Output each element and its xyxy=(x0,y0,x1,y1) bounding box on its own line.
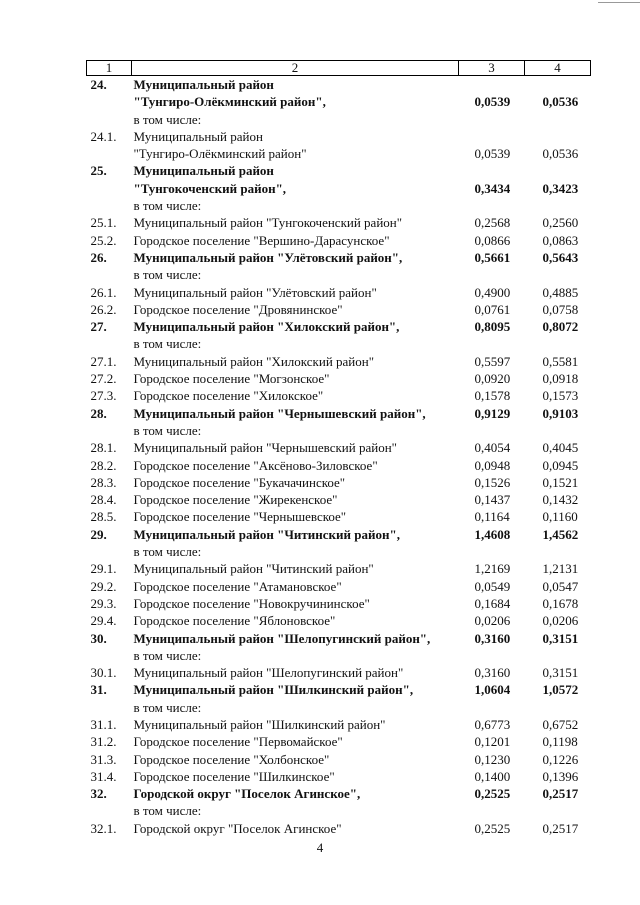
table-row xyxy=(87,301,591,318)
row-value-col4 xyxy=(525,802,591,819)
row-value-col4: 0,5581 xyxy=(542,353,579,369)
row-value-col3: 0,5661 xyxy=(474,249,511,265)
row-name: Городское поселение "Яблоновское" xyxy=(133,613,336,629)
table-row xyxy=(87,457,591,474)
row-name: Муниципальный район "Шелопугинский район" xyxy=(133,665,404,681)
row-value-col4: 0,1198 xyxy=(542,734,578,750)
row-value-col4: 0,4885 xyxy=(542,284,579,300)
row-value-col3: 0,2525 xyxy=(474,786,511,802)
table-row xyxy=(87,802,591,819)
table-row xyxy=(87,733,591,750)
row-value-col3 xyxy=(459,76,525,94)
row-number: 31.4. xyxy=(90,768,117,784)
row-value-col4: 0,0536 xyxy=(542,146,579,162)
row-number: 26.1. xyxy=(90,284,117,300)
table-row xyxy=(87,387,591,404)
row-value-col3: 0,1684 xyxy=(474,595,511,611)
row-name: Муниципальный район "Улётовский район" xyxy=(133,284,377,300)
row-value-col4: 0,0945 xyxy=(542,457,579,473)
row-value-col3: 0,4900 xyxy=(474,284,511,300)
row-value-col4: 0,2517 xyxy=(542,820,579,836)
row-number xyxy=(87,699,132,716)
row-number: 31.1. xyxy=(90,716,117,732)
row-name: Городское поселение "Вершино-Дарасунское" xyxy=(133,232,390,248)
table-header xyxy=(87,61,591,76)
row-value-col3: 0,8095 xyxy=(474,319,511,335)
row-value-col3: 0,2525 xyxy=(474,820,511,836)
row-value-col4: 1,0572 xyxy=(542,682,579,698)
row-value-col3: 0,1437 xyxy=(474,492,511,508)
row-name: "Тунгиро-Олёкминский район", xyxy=(133,94,326,110)
row-number: 30.1. xyxy=(90,665,117,681)
row-value-col3 xyxy=(459,162,525,179)
table-row xyxy=(87,751,591,768)
row-name: Городской округ "Поселок Агинское" xyxy=(133,820,342,836)
table-row xyxy=(87,318,591,335)
row-name: Муниципальный район "Шелопугинский район", xyxy=(133,630,431,646)
table-row xyxy=(87,162,591,179)
row-value-col3 xyxy=(459,543,525,560)
row-number xyxy=(87,180,132,197)
row-number: 30. xyxy=(90,630,107,646)
row-value-col4: 0,3151 xyxy=(542,665,579,681)
row-number: 32.1. xyxy=(90,820,117,836)
row-value-col4 xyxy=(525,76,591,94)
row-value-col4 xyxy=(525,699,591,716)
row-number: 29.1. xyxy=(90,561,117,577)
row-name: Муниципальный район xyxy=(133,163,274,179)
row-value-col3: 0,0920 xyxy=(474,371,511,387)
table-row xyxy=(87,630,591,647)
row-name: Муниципальный район xyxy=(133,128,263,144)
row-name: в том числе: xyxy=(133,803,202,819)
row-value-col3: 0,5597 xyxy=(474,353,511,369)
row-number: 27.1. xyxy=(90,353,117,369)
row-value-col3 xyxy=(459,128,525,145)
table-row xyxy=(87,716,591,733)
table-row xyxy=(87,647,591,664)
row-number: 28.2. xyxy=(90,457,117,473)
row-number: 28.1. xyxy=(90,440,117,456)
row-value-col3: 0,3160 xyxy=(474,665,511,681)
row-number: 26. xyxy=(90,249,107,265)
row-value-col3 xyxy=(459,647,525,664)
table-row xyxy=(87,785,591,802)
row-name: Муниципальный район "Читинский район", xyxy=(133,526,400,542)
row-name: Городское поселение "Атамановское" xyxy=(133,578,342,594)
row-value-col3: 1,4608 xyxy=(474,526,511,542)
row-name: Городское поселение "Хилокское" xyxy=(133,388,324,404)
row-number xyxy=(87,335,132,352)
row-number xyxy=(87,145,132,162)
row-name: Муниципальный район "Улётовский район", xyxy=(133,249,403,265)
table-row xyxy=(87,439,591,456)
row-value-col4 xyxy=(525,197,591,214)
row-number: 29.2. xyxy=(90,578,117,594)
row-value-col4: 0,1432 xyxy=(542,492,579,508)
row-number: 28.4. xyxy=(90,492,117,508)
table-row xyxy=(87,214,591,231)
header-col-4: 4 xyxy=(525,61,591,76)
table-row xyxy=(87,93,591,110)
row-number xyxy=(87,802,132,819)
row-name: Городское поселение "Чернышевское" xyxy=(133,509,347,525)
table-row xyxy=(87,145,591,162)
row-value-col3 xyxy=(459,699,525,716)
corner-rule xyxy=(598,2,640,3)
row-name: Муниципальный район "Читинский район" xyxy=(133,561,374,577)
row-value-col4 xyxy=(525,647,591,664)
row-name: в том числе: xyxy=(133,647,202,663)
row-value-col4 xyxy=(525,543,591,560)
row-name: в том числе: xyxy=(133,699,202,715)
row-number xyxy=(87,647,132,664)
table-row xyxy=(87,422,591,439)
row-number: 27.3. xyxy=(90,388,117,404)
row-name: в том числе: xyxy=(133,422,202,438)
row-number xyxy=(87,422,132,439)
row-value-col3: 0,3160 xyxy=(474,630,511,646)
row-number: 32. xyxy=(90,786,107,802)
row-value-col4 xyxy=(525,266,591,283)
table-row xyxy=(87,664,591,681)
row-number: 31.2. xyxy=(90,734,117,750)
table-row xyxy=(87,560,591,577)
allocation-table xyxy=(86,60,591,837)
row-name: Городское поселение "Новокручининское" xyxy=(133,595,370,611)
row-value-col4 xyxy=(525,128,591,145)
header-col-1: 1 xyxy=(87,61,132,76)
table-row xyxy=(87,232,591,249)
row-name: "Тунгокоченский район", xyxy=(133,180,287,196)
row-number xyxy=(87,197,132,214)
row-name: Муниципальный район "Тунгокоченский район" xyxy=(133,215,403,231)
row-name: Муниципальный район "Шилкинский район" xyxy=(133,716,386,732)
table-row xyxy=(87,335,591,352)
row-value-col3: 0,0866 xyxy=(474,232,511,248)
row-value-col3: 1,2169 xyxy=(474,561,511,577)
row-value-col3: 0,1400 xyxy=(474,768,511,784)
table-row xyxy=(87,370,591,387)
row-name: в том числе: xyxy=(133,198,202,214)
row-value-col4: 0,1396 xyxy=(542,768,579,784)
row-number xyxy=(87,266,132,283)
row-value-col4 xyxy=(525,422,591,439)
table-row xyxy=(87,543,591,560)
row-name: Муниципальный район "Чернышевский район", xyxy=(133,405,426,421)
row-number: 24. xyxy=(90,77,107,92)
row-name: Городское поселение "Букачачинское" xyxy=(133,474,346,490)
row-value-col4: 1,2131 xyxy=(542,561,579,577)
row-value-col3 xyxy=(459,111,525,128)
row-value-col3: 0,1526 xyxy=(474,474,511,490)
table-row xyxy=(87,353,591,370)
row-value-col4 xyxy=(525,162,591,179)
table-row xyxy=(87,76,591,94)
row-name: Городское поселение "Дровянинское" xyxy=(133,301,343,317)
row-value-col4: 0,6752 xyxy=(542,716,579,732)
row-number: 27. xyxy=(90,319,107,335)
row-name: Муниципальный район "Хилокский район", xyxy=(133,319,400,335)
row-value-col3: 1,0604 xyxy=(474,682,511,698)
row-number: 29. xyxy=(90,526,107,542)
table-row xyxy=(87,508,591,525)
row-value-col3: 0,9129 xyxy=(474,405,511,421)
row-value-col3 xyxy=(459,335,525,352)
row-value-col4: 0,0758 xyxy=(542,301,579,317)
table-row xyxy=(87,284,591,301)
row-number: 26.2. xyxy=(90,301,117,317)
row-value-col4: 1,4562 xyxy=(542,526,579,542)
row-value-col4: 0,5643 xyxy=(542,249,579,265)
row-value-col3: 0,1578 xyxy=(474,388,511,404)
row-number: 25.1. xyxy=(90,215,117,231)
table-body xyxy=(87,76,591,838)
row-value-col3 xyxy=(459,422,525,439)
row-value-col3: 0,6773 xyxy=(474,716,511,732)
row-number: 25.2. xyxy=(90,232,117,248)
row-name: в том числе: xyxy=(133,111,202,127)
row-number: 31. xyxy=(90,682,107,698)
row-value-col3: 0,2568 xyxy=(474,215,511,231)
row-value-col4: 0,0206 xyxy=(542,613,579,629)
page-number: 4 xyxy=(316,840,324,855)
row-name: Городское поселение "Первомайское" xyxy=(133,734,343,750)
table-row xyxy=(87,491,591,508)
table-row xyxy=(87,474,591,491)
table-row xyxy=(87,266,591,283)
row-number xyxy=(87,93,132,110)
row-value-col3 xyxy=(459,266,525,283)
row-value-col3: 0,0539 xyxy=(474,146,511,162)
row-value-col3: 0,0761 xyxy=(474,301,511,317)
table-row xyxy=(87,405,591,422)
table-row xyxy=(87,197,591,214)
row-number: 28. xyxy=(90,405,107,421)
row-name: Городское поселение "Шилкинское" xyxy=(133,768,335,784)
row-number: 28.3. xyxy=(90,474,117,490)
row-name: "Тунгиро-Олёкминский район" xyxy=(133,146,307,162)
row-value-col4: 0,0863 xyxy=(542,232,579,248)
row-name: Городское поселение "Аксёново-Зиловское" xyxy=(133,457,378,473)
row-value-col4: 0,0536 xyxy=(542,94,579,110)
header-col-3: 3 xyxy=(459,61,525,76)
row-value-col4: 0,4045 xyxy=(542,440,579,456)
row-value-col3: 0,1201 xyxy=(474,734,511,750)
row-name: Городское поселение "Могзонское" xyxy=(133,371,330,387)
row-value-col4: 0,3423 xyxy=(542,180,579,196)
row-value-col4: 0,0547 xyxy=(542,578,579,594)
row-value-col3: 0,0948 xyxy=(474,457,511,473)
row-number: 27.2. xyxy=(90,371,117,387)
row-value-col4: 0,1573 xyxy=(542,388,579,404)
row-name: в том числе: xyxy=(133,544,202,560)
row-value-col4: 0,1521 xyxy=(542,474,579,490)
row-number: 31.3. xyxy=(90,751,117,767)
row-value-col4: 0,3151 xyxy=(542,630,579,646)
row-value-col4: 0,1160 xyxy=(542,509,578,525)
header-row xyxy=(87,61,591,76)
row-value-col4 xyxy=(525,111,591,128)
row-number: 24.1. xyxy=(90,128,117,144)
header-col-2: 2 xyxy=(132,61,459,76)
table-row xyxy=(87,578,591,595)
row-value-col4: 0,8072 xyxy=(542,319,579,335)
table-row xyxy=(87,128,591,145)
row-value-col3: 0,1230 xyxy=(474,751,511,767)
table-row xyxy=(87,681,591,698)
row-number xyxy=(87,543,132,560)
table-row xyxy=(87,526,591,543)
table-row xyxy=(87,699,591,716)
row-name: Городское поселение "Жирекенское" xyxy=(133,492,338,508)
row-value-col3: 0,4054 xyxy=(474,440,511,456)
row-name: Городской округ "Поселок Агинское", xyxy=(133,786,361,802)
row-value-col3 xyxy=(459,802,525,819)
row-name: Муниципальный район "Хилокский район" xyxy=(133,353,375,369)
row-number: 29.4. xyxy=(90,613,117,629)
table-row xyxy=(87,249,591,266)
table-row xyxy=(87,768,591,785)
row-name: в том числе: xyxy=(133,267,202,283)
table-row xyxy=(87,820,591,837)
row-value-col3: 0,0549 xyxy=(474,578,511,594)
row-value-col3: 0,0206 xyxy=(474,613,511,629)
row-value-col3: 0,3434 xyxy=(474,180,511,196)
row-value-col4: 0,1678 xyxy=(542,595,579,611)
table-row xyxy=(87,595,591,612)
row-value-col3: 0,0539 xyxy=(474,94,511,110)
row-name: Муниципальный район xyxy=(133,77,274,92)
row-name: Муниципальный район "Чернышевский район" xyxy=(133,440,397,456)
table-row xyxy=(87,111,591,128)
row-value-col4: 0,9103 xyxy=(542,405,579,421)
row-value-col4: 0,0918 xyxy=(542,371,579,387)
row-value-col4: 0,2517 xyxy=(542,786,579,802)
row-number: 29.3. xyxy=(90,595,117,611)
row-value-col4 xyxy=(525,335,591,352)
row-number: 28.5. xyxy=(90,509,117,525)
row-number: 25. xyxy=(90,163,107,179)
row-value-col4: 0,2560 xyxy=(542,215,579,231)
row-value-col3 xyxy=(459,197,525,214)
row-number xyxy=(87,111,132,128)
row-name: Муниципальный район "Шилкинский район", xyxy=(133,682,414,698)
row-value-col3: 0,1164 xyxy=(474,509,510,525)
table-row xyxy=(87,180,591,197)
row-value-col4: 0,1226 xyxy=(542,751,579,767)
table-row xyxy=(87,612,591,629)
row-name: в том числе: xyxy=(133,336,202,352)
row-name: Городское поселение "Холбонское" xyxy=(133,751,330,767)
